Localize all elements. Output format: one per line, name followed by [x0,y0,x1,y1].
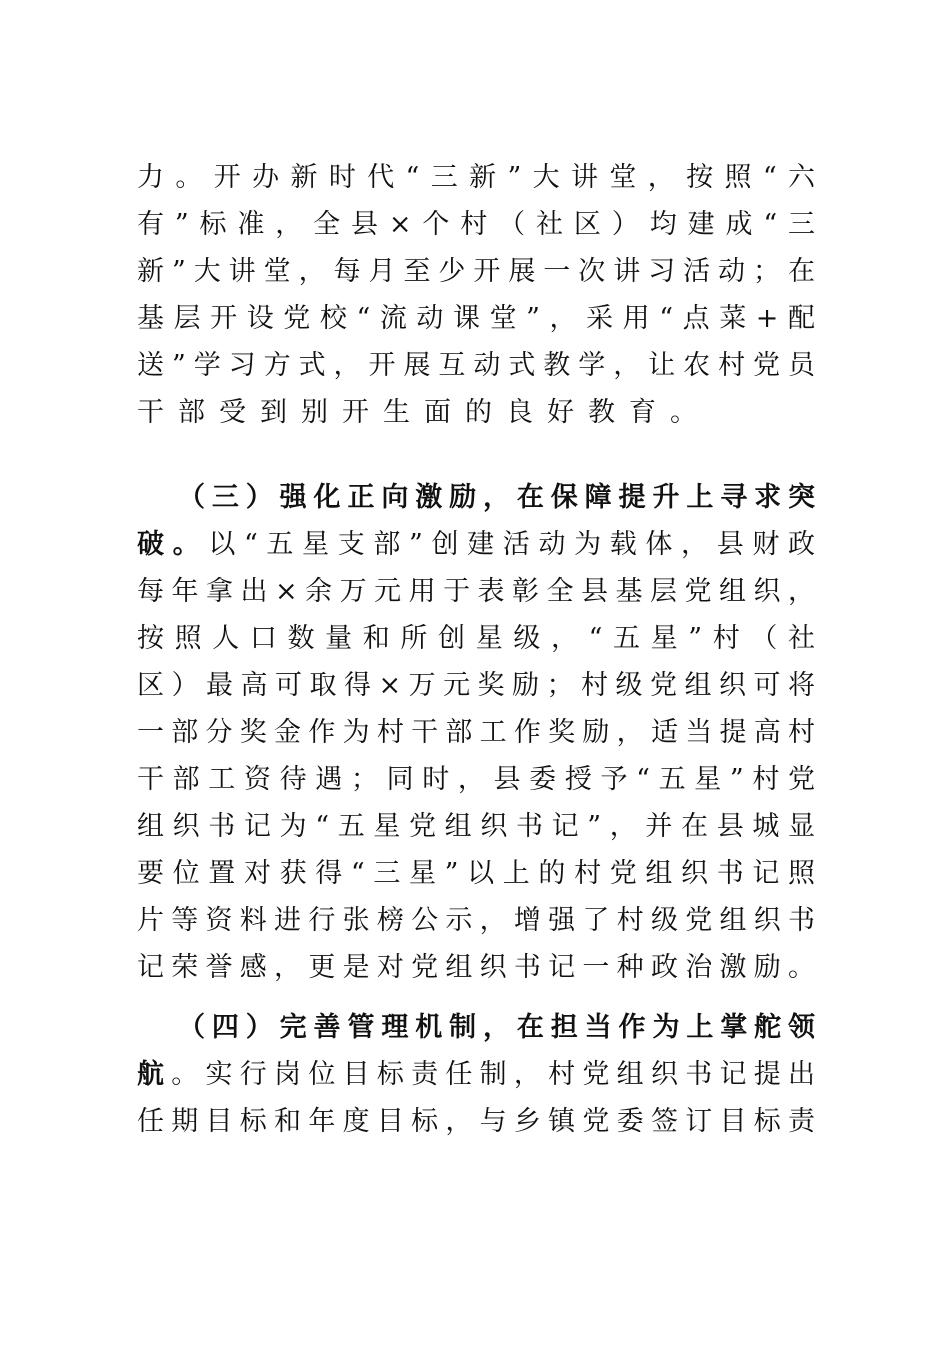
paragraph-1-line-6: 干部受到别开生面的良好教育。 [137,397,711,428]
paragraph-3-line-2 [137,1055,817,1095]
section-four-heading-end: 航 [137,1059,172,1090]
section-three-heading: （三）强化正向激励，在保障提升上寻求突 [178,482,817,513]
paragraph-2-line-3: 每年拿出×余万元用于表彰全县基层党组织， [137,576,817,607]
paragraph-2-line-10: 片等资料进行张榜公示，增强了村级党组织书 [137,905,817,936]
paragraph-2-line-2-text: 以“五星支部”创建活动为载体，县财政 [208,529,817,560]
section-four-heading: （四）完善管理机制，在担当作为上掌舵领 [178,1012,817,1043]
paragraph-2-line-5: 区）最高可取得×万元奖励；村级党组织可将 [137,670,817,701]
paragraph-3-line-3: 任期目标和年度目标，与乡镇党委签订目标责 [137,1106,817,1137]
paragraph-2-line-8: 组织书记为“五星党组织书记”，并在县城显 [137,811,817,842]
paragraph-2-line-6: 一部分奖金作为村干部工作奖励，适当提高村 [137,717,817,748]
paragraph-1-line-2: 有”标准，全县×个村（社区）均建成“三 [137,209,817,240]
paragraph-3-line-2-text: 。实行岗位目标责任制，村党组织书记提出 [171,1059,817,1090]
section-three-heading-end: 破。 [137,529,209,560]
paragraph-1-line-1: 力。开办新时代“三新”大讲堂，按照“六 [137,162,817,193]
paragraph-2-line-2 [137,525,817,565]
paragraph-2-line-9: 要位置对获得“三星”以上的村党组织书记照 [137,858,817,889]
paragraph-2-line-7: 干部工资待遇；同时，县委授予“五星”村党 [137,764,817,795]
paragraph-2-line-4: 按照人口数量和所创星级，“五星”村（社 [137,623,817,654]
paragraph-1-line-4: 基层开设党校“流动课堂”，采用“点菜+配 [137,303,817,334]
paragraph-2-line-11: 记荣誉感，更是对党组织书记一种政治激励。 [137,952,817,983]
paragraph-1-line-3: 新”大讲堂，每月至少开展一次讲习活动；在 [137,256,817,287]
paragraph-1-line-5: 送”学习方式，开展互动式教学，让农村党员 [137,350,817,381]
